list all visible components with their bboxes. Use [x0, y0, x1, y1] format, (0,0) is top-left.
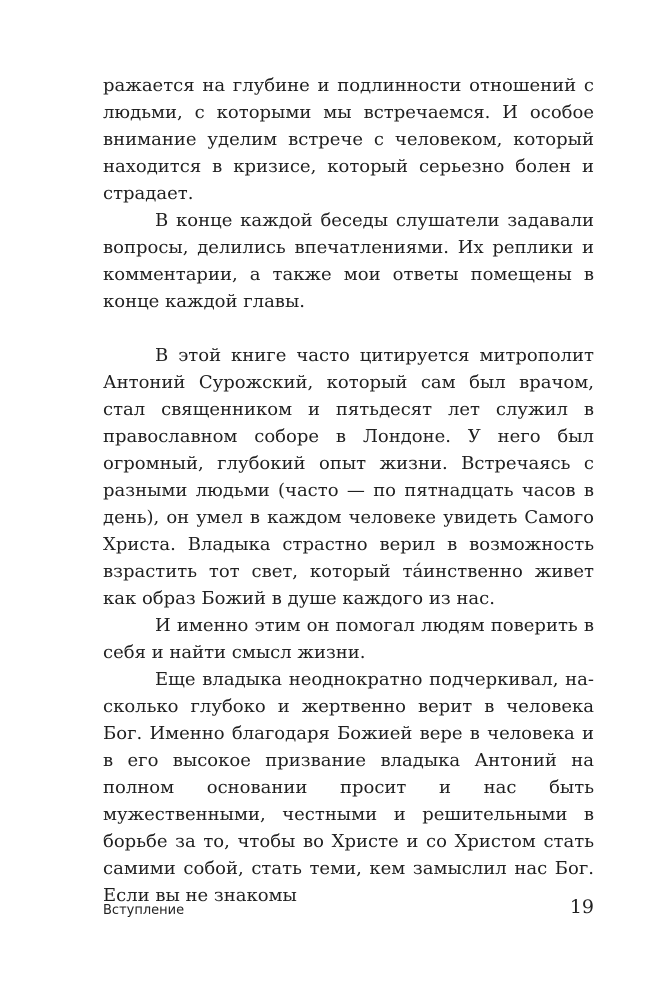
- paragraph-continuation: ражается на глубине и подлинности отношений с людьми, с которыми мы встречаемся. И особое внимание уделим встрече с человеком, который находится в кризисе, который серьезно болен и страдает.: [103, 75, 594, 204]
- running-footer-section: Вступление: [103, 903, 185, 918]
- paragraph-metropolitan-anthony: В этой книге часто цитируется митрополит Антоний Сурожский, который сам был врачом, стал священником и пятьдесят лет служил в православном соборе в Лондоне. У него был огромный, глубокий опыт жизни. Встречаясь с разными людьми (часто — по пятнадцать часов в день), он умел в каждом человеке увидеть Самого Христа. Владыка страстно верил в возможность взрастить тот свет, который та́инственно живет как образ Божий в душе каждого из нас.: [103, 345, 594, 609]
- paragraph-faith-in-man: Еще владыка неоднократно подчеркивал, насколько глубоко и жертвенно верит в человека Бог. Именно благодаря Божией вере в человека и в его высокое призвание владыка Антоний на полном основании просит и нас быть мужественными, честными и решительными в борьбе за то, чтобы во Христе и со Христом стать самими собой, стать теми, кем замыслил нас Бог. Если вы не знакомы: [103, 669, 594, 906]
- paragraph-questions: В конце каждой беседы слушатели задавали вопросы, делились впечатлениями. Их реплики и комментарии, а также мои ответы помещены в конце каждой главы.: [103, 210, 594, 312]
- page-body: [103, 72, 594, 909]
- paragraph-meaning-of-life: И именно этим он помогал людям поверить в себя и найти смысл жизни.: [103, 615, 594, 663]
- page-number: 19: [569, 896, 594, 918]
